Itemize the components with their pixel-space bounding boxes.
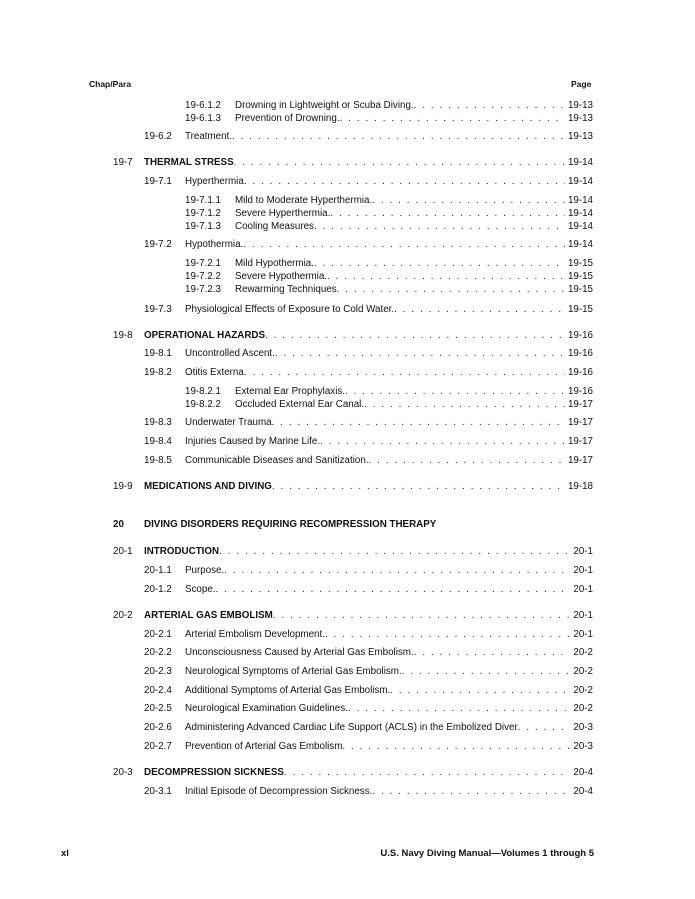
entry-number: 19-7.1.3 bbox=[185, 221, 221, 232]
dot-leader bbox=[327, 271, 565, 283]
entry-number: 19-7.3 bbox=[144, 304, 172, 315]
entry-number: 19-8.3 bbox=[144, 417, 172, 428]
entry-number: 19-7.2.1 bbox=[185, 258, 221, 269]
entry-page: 19-14 bbox=[567, 195, 593, 206]
toc-entry bbox=[144, 722, 593, 734]
toc-entry bbox=[185, 271, 593, 283]
entry-page: 19-13 bbox=[567, 100, 593, 111]
entry-page: 19-14 bbox=[567, 239, 593, 250]
toc-entry bbox=[144, 666, 593, 678]
dot-leader bbox=[364, 399, 565, 411]
entry-title: Physiological Effects of Exposure to Cold Water. bbox=[185, 304, 395, 315]
entry-number: 20-2.2 bbox=[144, 647, 172, 658]
entry-title: External Ear Prophylaxis. bbox=[235, 386, 345, 397]
toc-entry bbox=[185, 221, 593, 233]
entry-page: 19-18 bbox=[567, 481, 593, 492]
entry-title: Arterial Embolism Development. bbox=[185, 629, 325, 640]
entry-number: 19-7.1.2 bbox=[185, 208, 221, 219]
dot-leader bbox=[325, 629, 570, 641]
toc-entry bbox=[144, 367, 593, 379]
dot-leader bbox=[342, 741, 570, 753]
entry-title: Rewarming Techniques bbox=[235, 284, 337, 295]
entry-title: Mild to Moderate Hyperthermia. bbox=[235, 195, 373, 206]
entry-page: 20-2 bbox=[573, 685, 593, 696]
entry-page: 19-16 bbox=[567, 367, 593, 378]
toc-entry bbox=[144, 239, 593, 251]
entry-title: Uncontrolled Ascent. bbox=[185, 348, 275, 359]
entry-title: Purpose. bbox=[185, 565, 225, 576]
entry-page: 19-17 bbox=[567, 436, 593, 447]
entry-title: Communicable Diseases and Sanitization. bbox=[185, 455, 369, 466]
entry-title: Severe Hypothermia. bbox=[235, 271, 328, 282]
toc-entry bbox=[144, 348, 593, 360]
entry-page: 20-1 bbox=[573, 546, 593, 557]
entry-title: Hypothermia. bbox=[185, 239, 244, 250]
entry-number: 19-6.1.2 bbox=[185, 100, 221, 111]
toc-entry bbox=[185, 195, 593, 207]
entry-number: 20-2.3 bbox=[144, 666, 172, 677]
entry-number: 19-7.2.2 bbox=[185, 271, 221, 282]
entry-page: 19-15 bbox=[567, 304, 593, 315]
section-number: 20-2 bbox=[113, 610, 133, 621]
entry-number: 20-3.1 bbox=[144, 786, 172, 797]
entry-number: 19-6.1.3 bbox=[185, 113, 221, 124]
toc-entry bbox=[144, 436, 593, 448]
entry-number: 19-7.2.3 bbox=[185, 284, 221, 295]
toc-section-entry bbox=[113, 481, 593, 493]
dot-leader bbox=[224, 565, 570, 577]
entry-page: 20-3 bbox=[573, 741, 593, 752]
section-number: 19-9 bbox=[113, 481, 133, 492]
entry-number: 20-1.2 bbox=[144, 584, 172, 595]
dot-leader bbox=[244, 367, 565, 379]
toc-section-entry bbox=[113, 157, 593, 169]
dot-leader bbox=[244, 176, 565, 188]
dot-leader bbox=[372, 195, 565, 207]
entry-title: Mild Hypothermia. bbox=[235, 258, 314, 269]
section-title: MEDICATIONS AND DIVING bbox=[144, 481, 272, 492]
dot-leader bbox=[414, 100, 565, 112]
entry-title: Otitis Externa bbox=[185, 367, 244, 378]
dot-leader bbox=[219, 546, 570, 558]
entry-page: 20-1 bbox=[573, 565, 593, 576]
toc-entry bbox=[144, 703, 593, 715]
dot-leader bbox=[337, 284, 565, 296]
toc-entry bbox=[144, 565, 593, 577]
dot-leader bbox=[272, 481, 565, 493]
column-header-page: Page bbox=[571, 79, 592, 89]
section-title: DECOMPRESSION SICKNESS bbox=[144, 767, 284, 778]
entry-page: 20-2 bbox=[573, 647, 593, 658]
toc-entry bbox=[185, 258, 593, 270]
entry-title: Hyperthermia bbox=[185, 176, 244, 187]
running-title: U.S. Navy Diving Manual—Volumes 1 through 5 bbox=[380, 848, 594, 859]
toc-entry bbox=[144, 417, 593, 429]
entry-page: 19-14 bbox=[567, 208, 593, 219]
entry-page: 20-1 bbox=[573, 584, 593, 595]
dot-leader bbox=[314, 221, 565, 233]
dot-leader bbox=[272, 417, 565, 429]
chapter-number: 20 bbox=[113, 519, 124, 530]
toc-entry bbox=[144, 741, 593, 753]
section-number: 19-7 bbox=[113, 157, 133, 168]
dot-leader bbox=[275, 348, 565, 360]
entry-page: 19-17 bbox=[567, 399, 593, 410]
entry-page: 20-4 bbox=[573, 767, 593, 778]
entry-title: Neurological Examination Guidelines. bbox=[185, 703, 348, 714]
entry-title: Injuries Caused by Marine Life. bbox=[185, 436, 321, 447]
entry-number: 19-8.2.1 bbox=[185, 386, 221, 397]
section-number: 19-8 bbox=[113, 330, 133, 341]
dot-leader bbox=[340, 113, 565, 125]
toc-entry bbox=[185, 284, 593, 296]
entry-number: 20-1.1 bbox=[144, 565, 172, 576]
entry-title: Unconsciousness Caused by Arterial Gas Embolism. bbox=[185, 647, 414, 658]
dot-leader bbox=[314, 258, 565, 270]
entry-title: Neurological Symptoms of Arterial Gas Embolism. bbox=[185, 666, 402, 677]
column-header-chap-para: Chap/Para bbox=[89, 79, 132, 89]
entry-number: 19-8.1 bbox=[144, 348, 172, 359]
dot-leader bbox=[345, 386, 565, 398]
dot-leader bbox=[369, 455, 565, 467]
entry-title: Drowning in Lightweight or Scuba Diving. bbox=[235, 100, 414, 111]
entry-page: 19-13 bbox=[567, 131, 593, 142]
entry-page: 20-1 bbox=[573, 629, 593, 640]
entry-number: 19-7.1.1 bbox=[185, 195, 221, 206]
entry-number: 19-6.2 bbox=[144, 131, 172, 142]
entry-title: Additional Symptoms of Arterial Gas Embolism. bbox=[185, 685, 391, 696]
entry-number: 20-2.5 bbox=[144, 703, 172, 714]
toc-section-entry bbox=[113, 767, 593, 779]
entry-page: 19-15 bbox=[567, 284, 593, 295]
toc-entry bbox=[144, 629, 593, 641]
toc-entry bbox=[144, 455, 593, 467]
dot-leader bbox=[320, 436, 565, 448]
entry-page: 20-4 bbox=[573, 786, 593, 797]
entry-number: 19-8.2.2 bbox=[185, 399, 221, 410]
toc-section-entry bbox=[113, 546, 593, 558]
entry-page: 19-17 bbox=[567, 455, 593, 466]
section-title: ARTERIAL GAS EMBOLISM bbox=[144, 610, 273, 621]
entry-page: 19-14 bbox=[567, 157, 593, 168]
entry-page: 19-16 bbox=[567, 330, 593, 341]
entry-title: Prevention of Arterial Gas Embolism bbox=[185, 741, 343, 752]
toc-entry bbox=[144, 685, 593, 697]
dot-leader bbox=[265, 330, 565, 342]
entry-title: Treatment. bbox=[185, 131, 233, 142]
section-number: 20-1 bbox=[113, 546, 133, 557]
section-title: THERMAL STRESS bbox=[144, 157, 234, 168]
dot-leader bbox=[330, 208, 565, 220]
toc-entry bbox=[144, 304, 593, 316]
dot-leader bbox=[390, 685, 570, 697]
entry-page: 19-17 bbox=[567, 417, 593, 428]
entry-page: 20-2 bbox=[573, 703, 593, 714]
chapter-title: DIVING DISORDERS REQUIRING RECOMPRESSION THERAPY bbox=[144, 519, 437, 530]
toc-entry bbox=[144, 647, 593, 659]
toc-section-entry bbox=[113, 610, 593, 622]
entry-page: 20-1 bbox=[573, 610, 593, 621]
entry-title: Administering Advanced Cardiac Life Support (ACLS) in the Embolized Diver bbox=[185, 722, 518, 733]
toc-entry bbox=[144, 584, 593, 596]
entry-title: Occluded External Ear Canal. bbox=[235, 399, 365, 410]
dot-leader bbox=[232, 131, 565, 143]
entry-number: 19-8.2 bbox=[144, 367, 172, 378]
entry-page: 19-13 bbox=[567, 113, 593, 124]
toc-entry bbox=[185, 399, 593, 411]
section-title: INTRODUCTION bbox=[144, 546, 220, 557]
entry-number: 19-7.1 bbox=[144, 176, 172, 187]
dot-leader bbox=[372, 786, 570, 798]
section-number: 20-3 bbox=[113, 767, 133, 778]
entry-number: 20-2.6 bbox=[144, 722, 172, 733]
entry-page: 20-2 bbox=[573, 666, 593, 677]
entry-title: Prevention of Drowning. bbox=[235, 113, 340, 124]
toc-entry bbox=[185, 100, 593, 112]
entry-page: 19-14 bbox=[567, 176, 593, 187]
entry-number: 19-8.4 bbox=[144, 436, 172, 447]
entry-page: 19-16 bbox=[567, 348, 593, 359]
entry-page: 19-15 bbox=[567, 258, 593, 269]
entry-number: 19-8.5 bbox=[144, 455, 172, 466]
entry-title: Scope. bbox=[185, 584, 216, 595]
dot-leader bbox=[234, 157, 565, 169]
toc-entry bbox=[144, 131, 593, 143]
dot-leader bbox=[243, 239, 565, 251]
entry-number: 20-2.7 bbox=[144, 741, 172, 752]
dot-leader bbox=[348, 703, 571, 715]
toc-entry bbox=[144, 176, 593, 188]
dot-leader bbox=[402, 666, 571, 678]
toc-entry bbox=[185, 113, 593, 125]
entry-number: 20-2.4 bbox=[144, 685, 172, 696]
toc-section-entry bbox=[113, 330, 593, 342]
page-number: xl bbox=[61, 848, 69, 859]
toc-entry bbox=[185, 208, 593, 220]
dot-leader bbox=[414, 647, 571, 659]
dot-leader bbox=[518, 722, 571, 734]
toc-entry bbox=[144, 786, 593, 798]
entry-page: 19-16 bbox=[567, 386, 593, 397]
entry-page: 19-15 bbox=[567, 271, 593, 282]
entry-page: 20-3 bbox=[573, 722, 593, 733]
section-title: OPERATIONAL HAZARDS bbox=[144, 330, 266, 341]
dot-leader bbox=[216, 584, 571, 596]
entry-title: Severe Hyperthermia. bbox=[235, 208, 331, 219]
entry-number: 19-7.2 bbox=[144, 239, 172, 250]
entry-title: Underwater Trauma bbox=[185, 417, 272, 428]
entry-number: 20-2.1 bbox=[144, 629, 172, 640]
entry-title: Cooling Measures bbox=[235, 221, 314, 232]
dot-leader bbox=[394, 304, 565, 316]
dot-leader bbox=[273, 610, 571, 622]
entry-page: 19-14 bbox=[567, 221, 593, 232]
toc-entry bbox=[185, 386, 593, 398]
entry-title: Initial Episode of Decompression Sickness. bbox=[185, 786, 373, 797]
dot-leader bbox=[284, 767, 570, 779]
